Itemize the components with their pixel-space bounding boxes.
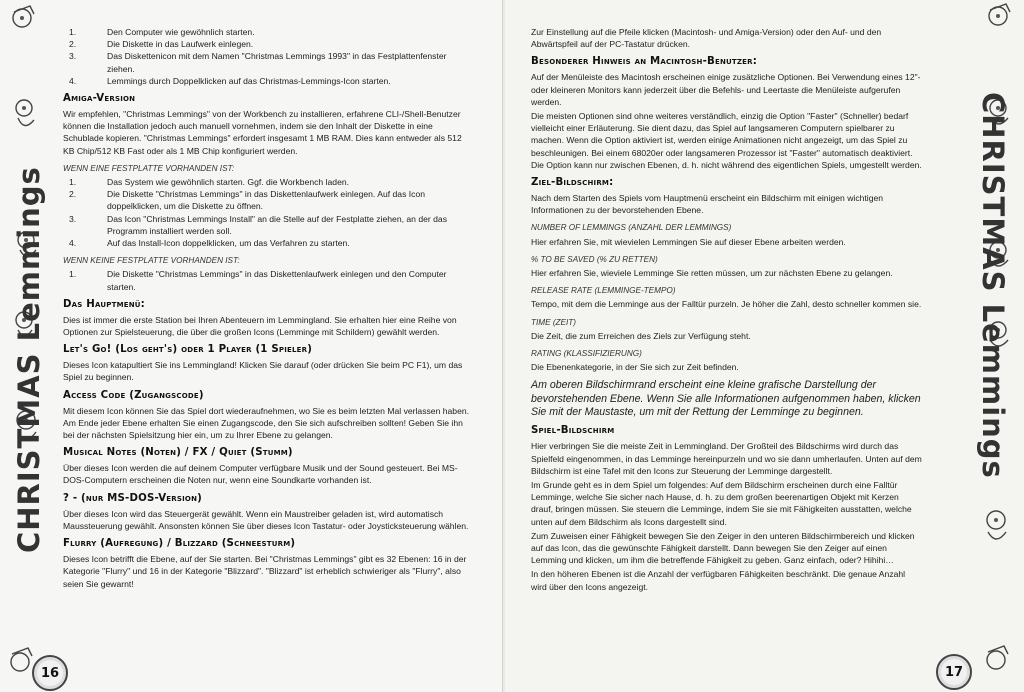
macintosh-text-2: Die meisten Optionen sind ohne weiteres verständlich, einzig die Option "Faster" (Schneller) bedarf vielleicht einer Erläuterung. Sie dient dazu, das Spiel auf langsameren Computern spielbarer zu machen. Wenn die Option aktiviert ist, werden einige Animationen nicht angezeigt, um das Spiel zu beschleunigen. Bei einem 68020er oder langsameren Prozessor ist "Faster" automatisch deaktiviert. Die Option kann nur zwischen Ebenen, d. h. nicht während des eigentlichen Spiels, umgestellt werden. — [531, 111, 922, 170]
spiel-text-3: Zum Zuweisen einer Fähigkeit bewegen Sie den Zeiger in den unteren Bildschirmbereich und klicken auf das Icon, das die gewünschte Fähigkeit darstellt. Dann bewegen Sie den Zeiger auf einen Lemming und klicken, um ihm die betreffende Fähigkeit zu geben. Ganz einfach, oder? Hihihi… — [531, 530, 915, 566]
right-text-column — [531, 26, 923, 595]
flurry-blizzard-heading: Flurry (Aufregung) / Blizzard (Schneesturm) — [63, 538, 296, 550]
hauptmenu-heading: Das Hauptmenü: — [63, 298, 145, 310]
list-item: 1. Das System wie gewöhnlich starten. Ggf. die Workbench laden. — [69, 177, 350, 188]
right-logo-text: CHRISTMAS Lemmings — [976, 92, 1010, 479]
list-item: 1. Den Computer wie gewöhnlich starten. — [69, 27, 255, 37]
number-of-lemmings-heading: NUMBER OF LEMMINGS (ANZAHL DER LEMMINGS) — [531, 223, 732, 233]
left-text-column — [63, 26, 475, 592]
flurry-blizzard-text: Dieses Icon betrifft die Ebene, auf der Sie starten. Bei "Christmas Lemmings" gibt es 32 Ebenen: 16 in der Kategorie "Flurry" und 16 in der Kategorie "Blizzard". "Blizzard" ist erheblich schwieriger als "Flurry", also seien Sie gewarnt! — [63, 554, 467, 589]
no-hd-steps-list — [63, 268, 475, 292]
right-decorative-border — [968, 0, 1024, 692]
letsgo-text: Dieses Icon katapultiert Sie ins Lemmingland! Klicken Sie darauf (oder drücken Sie beim PC F1), um das Spiel zu beginnen. — [63, 360, 463, 383]
spiel-heading: Spiel-Bildschirm — [531, 425, 615, 437]
release-rate-heading: RELEASE RATE (LEMMINGE-TEMPO) — [531, 286, 676, 296]
left-logo-text: CHRISTMAS Lemmings — [12, 166, 46, 553]
page-number-left: 16 — [32, 655, 68, 691]
list-item: 2. Die Diskette in das Laufwerk einlegen. — [69, 39, 254, 50]
hauptmenu-text: Dies ist immer die erste Station bei Ihren Abenteuern im Lemmingland. Sie erhalten hier eine Reihe von Optionen zur Spielsteuerung, die über die großen Icons (Lemminge mit Schildern) gewählt werden. — [63, 314, 457, 338]
time-text: Die Zeit, die zum Erreichen des Ziels zur Verfügung steht. — [531, 330, 751, 341]
number-of-lemmings-text: Hier erfahren Sie, mit wievielen Lemmingen Sie auf dieser Ebene arbeiten werden. — [531, 236, 846, 247]
access-code-text: Mit diesem Icon können Sie das Spiel dort wiederaufnehmen, wo Sie es beim letzten Mal verlassen haben. Am Ende jeder Ebene erhalten Sie einen Zugangscode, den Sie sich aufschreiben sollten! Geben Sie ihn bei der nächsten Spielsitzung hier ein, um zu Ihrer Ebene zu gelangen. — [63, 405, 470, 441]
macintosh-text-1: Auf der Menüleiste des Macintosh erscheinen einige zusätzliche Optionen. Bei Verwendung eines 12"- oder kleineren Monitors kann jederzeit über die Befehls- und Leertaste die Menüleiste aufgerufen werden. — [531, 72, 921, 107]
letsgo-heading: Let's Go! (Los geht's) oder 1 Player (1 Spieler) — [63, 344, 313, 356]
ziel-heading: Ziel-Bildschirm: — [531, 177, 614, 189]
list-item: 2. Die Diskette "Christmas Lemmings" in das Diskettenlaufwerk einlegen. Auf das Icon doppelklicken, um die Diskette zu öffnen. — [69, 189, 426, 212]
time-heading: TIME (ZEIT) — [531, 317, 577, 327]
page-number-right: 17 — [936, 654, 972, 690]
list-item: 3. Das Diskettenicon mit dem Namen "Christmas Lemmings 1993" in das Festplattenfenster ziehen. — [69, 51, 447, 74]
rating-text: Die Ebenenkategorie, in der Sie sich zur Zeit befinden. — [531, 362, 739, 373]
amiga-heading: Amiga-Version — [63, 93, 136, 105]
rating-heading: RATING (KLASSIFIZIERUNG) — [531, 349, 642, 359]
left-decorative-border — [0, 0, 56, 692]
arrow-intro-text: Zur Einstellung auf die Pfeile klicken (Macintosh- und Amiga-Version) oder den Auf- und den Abwärtspfeil auf der PC-Tastatur drücken. — [531, 27, 882, 50]
ziel-text: Nach dem Starten des Spiels vom Hauptmenü erscheint ein Bildschirm mit einigen wichtigen Informationen zu der bevorstehenden Ebene. — [531, 193, 884, 216]
left-page — [0, 0, 503, 692]
release-rate-text: Tempo, mit dem die Lemminge aus der Falltür purzeln. Je höher die Zahl, desto schneller kommen sie. — [531, 299, 922, 310]
to-be-saved-heading: % TO BE SAVED (% ZU RETTEN) — [531, 254, 658, 264]
spiel-text-4: In den höheren Ebenen ist die Anzahl der verfügbaren Fähigkeiten beschränkt. Die genaue Anzahl wird über den Icons angezeigt. — [531, 569, 906, 592]
right-page — [505, 0, 1024, 692]
access-code-heading: Access Code (Zugangscode) — [63, 389, 204, 401]
to-be-saved-text: Hier erfahren Sie, wieviele Lemminge Sie retten müssen, um zur nächsten Ebene zu gelangen. — [531, 268, 893, 279]
list-item: 1. Die Diskette "Christmas Lemmings" in das Diskettenlaufwerk einlegen und den Computer starten. — [69, 269, 447, 292]
macintosh-heading: Besonderer Hinweis an Macintosh-Benutzer: — [531, 56, 758, 68]
no-hd-heading: WENN KEINE FESTPLATTE VORHANDEN IST: — [63, 256, 240, 266]
list-item: 4. Auf das Install-Icon doppelklicken, um das Verfahren zu starten. — [69, 238, 350, 249]
musical-notes-text: Über dieses Icon werden die auf deinem Computer verfügbare Musik und der Sound gesteuert. Bei MS-DOS-Computern erscheinen die Noten nur, wenn eine Soundkarte vorhanden ist. — [63, 463, 458, 486]
preview-callout-text: Am oberen Bildschirmrand erscheint eine kleine grafische Darstellung der bevorstehenden Ebene. Wenn Sie alle Informationen aufgenommen haben, klicken Sie mit der Maustaste, um mit der Rettung der Lemminge zu beginnen. — [531, 379, 921, 419]
spiel-text-2: Im Grunde geht es in dem Spiel um folgendes: Auf dem Bildschirm erscheinen durch eine Falltür Lemminge, welche Sie sicher nach Hause, d. h. zu dem großen beerenartigen Objekt mit Kerzen drauf, bringen müssen. Sie steuern die Lemminge, indem Sie sie mit Fähigkeiten ausstatten, welche unten auf dem Bildschirm als Icons dargestellt sind. — [531, 479, 912, 527]
musical-notes-heading: Musical Notes (Noten) / FX / Quiet (Stumm) — [63, 447, 293, 459]
install-steps-list — [63, 26, 475, 87]
with-hd-steps-list — [63, 176, 475, 249]
with-hd-heading: WENN EINE FESTPLATTE VORHANDEN IST: — [63, 163, 235, 173]
amiga-text: Wir empfehlen, "Christmas Lemmings" von der Workbench zu installieren, erfahrene CLI-/Shell-Benutzer können die Installation jedoch auch manuell vornehmen, indem sie den Inhalt der Diskette in eine Schublade kopieren. "Christmas Lemmings" erfordert insgesamt 1 MB RAM. Dies kann entweder als 512 KB Chip/512 KB Fast oder als 1 MB Chip konfiguriert werden. — [63, 109, 462, 156]
spiel-text-1: Hier verbringen Sie die meiste Zeit in Lemmingland. Der Großteil des Bildschirms wird durch das Spielfeld eingenommen, in das Lemminge hereinpurzeln und wo sie dann umherlaufen. Unten auf dem Bildschirm ist eine Tafel mit den Icons zur Steuerung der Lemminge dargestellt. — [531, 441, 922, 476]
ms-dos-heading: ? - (nur MS-DOS-Version) — [63, 492, 202, 504]
list-item: 3. Das Icon "Christmas Lemmings Install" an die Stelle auf der Festplatte ziehen, an der das Programm installiert werden soll. — [69, 213, 447, 236]
ms-dos-text: Über dieses Icon wird das Steuergerät gewählt. Wenn ein Maustreiber geladen ist, wird automatisch Maussteuerung gewählt. Ansonsten können Sie über dieses Icon Tastatur- oder Joysticksteuerung wählen. — [63, 508, 469, 531]
list-item: 4. Lemmings durch Doppelklicken auf das Christmas-Lemmings-Icon starten. — [69, 75, 391, 86]
